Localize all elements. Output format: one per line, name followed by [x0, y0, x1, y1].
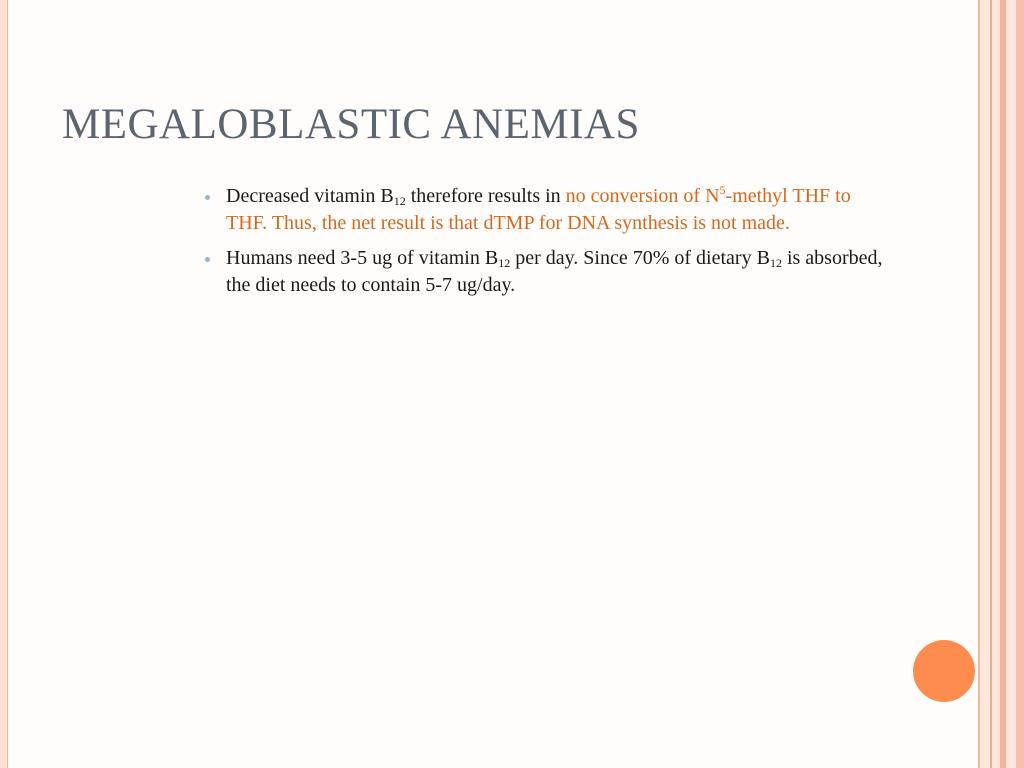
left-border-decoration	[0, 0, 8, 768]
bullet-list	[205, 183, 895, 307]
bullet-dot-icon	[205, 257, 210, 262]
subscript: 12	[498, 256, 511, 270]
bullet-text: Decreased vitamin B	[226, 185, 394, 207]
bullet-item	[205, 245, 895, 299]
slide-title: MEGALOBLASTIC ANEMIAS	[62, 101, 640, 148]
right-stripe-decoration	[978, 0, 1024, 768]
orange-circle-decoration	[913, 640, 975, 702]
superscript: 5	[719, 183, 726, 197]
highlighted-text: no conversion of N	[565, 185, 720, 207]
subscript: 12	[393, 194, 406, 208]
bullet-item	[205, 183, 895, 237]
bullet-text: per day. Since 70% of dietary B	[510, 247, 770, 269]
bullet-text: is absorbed, the diet needs to contain 5-7 ug/day.	[226, 247, 883, 296]
bullet-text: therefore results in	[405, 185, 566, 207]
subscript: 12	[769, 256, 782, 270]
bullet-text: Humans need 3-5 ug of vitamin B	[226, 247, 499, 269]
highlighted-text: -methyl THF to THF. Thus, the net result is that dTMP for DNA synthesis is not made.	[226, 185, 851, 234]
bullet-dot-icon	[205, 195, 210, 200]
